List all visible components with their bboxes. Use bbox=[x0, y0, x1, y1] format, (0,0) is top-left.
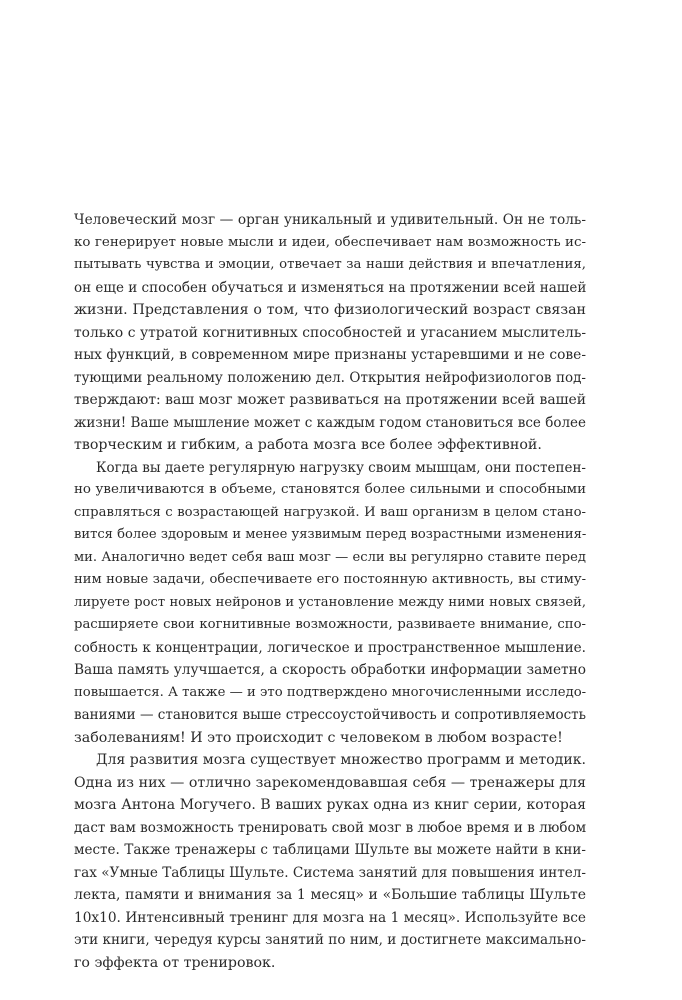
text-line: ми. Аналогично ведет себя ваш мозг — если вы регулярно ставите перед bbox=[74, 549, 586, 565]
text-line: Человеческий мозг — орган уникальный и удивительный. Он не толь- bbox=[74, 212, 586, 228]
text-line: только с утратой когнитивных способностей и угасанием мыслитель- bbox=[74, 324, 586, 341]
text-line: ваниями — становится выше стрессоустойчивость и сопротивляемость bbox=[74, 707, 586, 723]
text-line: даст вам возможность тренировать свой мозг в любое время и в любом bbox=[74, 819, 586, 836]
paragraph-training-methods bbox=[74, 749, 586, 974]
text-line: творческим и гибким, а работа мозга все более эффективной. bbox=[74, 437, 542, 453]
text-line: эти книги, чередуя курсы занятий по ним, и достигнете максимально- bbox=[74, 932, 586, 948]
text-line: тующими реальному положению дел. Открытия нейрофизиологов под- bbox=[74, 369, 586, 386]
paragraph-brain-intro bbox=[74, 209, 586, 457]
text-line: лекта, памяти и внимания за 1 месяц» и «Большие таблицы Шульте bbox=[74, 887, 586, 903]
text-line: гах «Умные Таблицы Шульте. Система занятий для повышения интел- bbox=[74, 864, 586, 881]
text-line: ко генерирует новые мысли и идеи, обеспечивает нам возможность ис- bbox=[74, 234, 586, 250]
text-line: повышается. А также — и это подтверждено многочисленными исследо- bbox=[74, 684, 586, 700]
paragraph-muscle-analogy bbox=[74, 457, 586, 750]
text-line: жизни. Представления о том, что физиологический возраст связан bbox=[74, 302, 586, 318]
text-line: но увеличиваются в объеме, становятся более сильными и способными bbox=[74, 482, 586, 497]
text-line: расширяете свои когнитивные возможности, развиваете внимание, спо- bbox=[74, 617, 586, 632]
text-line: го эффекта от тренировок. bbox=[74, 954, 276, 971]
text-line: вится более здоровым и менее уязвимым перед возрастными изменения- bbox=[74, 527, 586, 542]
text-line: справляться с возрастающей нагрузкой. И ваш организм в целом стано- bbox=[74, 504, 586, 520]
text-line: месте. Также тренажеры с таблицами Шульте вы можете найти в кни- bbox=[74, 842, 586, 858]
text-line: ним новые задачи, обеспечиваете его постоянную активность, вы стиму- bbox=[74, 572, 586, 587]
text-line: Одна из них — отлично зарекомендовавшая себя — тренажеры для bbox=[74, 774, 586, 791]
text-line: он еще и способен обучаться и изменяться на протяжении всей нашей bbox=[74, 279, 586, 296]
text-line: ных функций, в современном мире признаны устаревшими и не сове- bbox=[74, 347, 586, 363]
text-line: тверждают: ваш мозг может развиваться на протяжении всей вашей bbox=[74, 392, 586, 408]
text-line: Для развития мозга существует множество программ и методик. bbox=[96, 752, 586, 768]
text-line: жизни! Ваше мышление может с каждым годом становиться все более bbox=[74, 414, 586, 431]
text-line: Когда вы даете регулярную нагрузку своим мышцам, они постепен- bbox=[96, 459, 586, 476]
text-line: собность к концентрации, логическое и пространственное мышление. bbox=[74, 639, 586, 656]
text-line: пытывать чувства и эмоции, отвечает за наши действия и впечатления, bbox=[74, 257, 586, 272]
body-text bbox=[74, 209, 586, 974]
text-line: мозга Антона Могучего. В ваших руках одна из книг серии, которая bbox=[74, 797, 586, 813]
text-line: 10x10. Интенсивный тренинг для мозга на 1 месяц». Используйте все bbox=[74, 909, 586, 926]
text-line: заболеваниям! И это происходит с человеком в любом возрасте! bbox=[74, 729, 563, 746]
text-line: лируете рост новых нейронов и установление между ними новых связей, bbox=[74, 594, 586, 610]
text-line: Ваша память улучшается, а скорость обработки информации заметно bbox=[74, 662, 586, 678]
